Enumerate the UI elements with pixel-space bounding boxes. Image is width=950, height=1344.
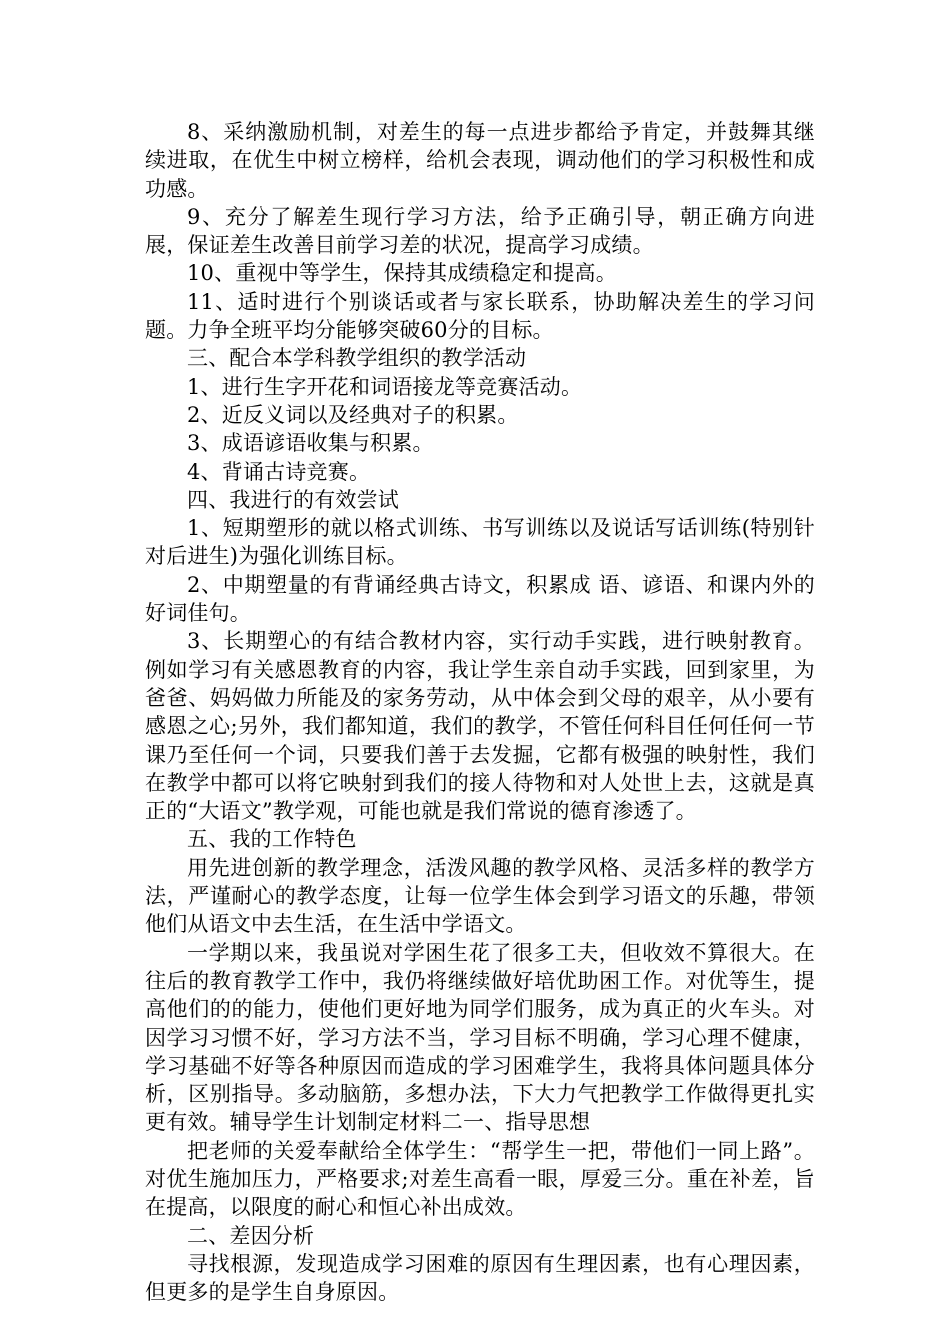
paragraph: 1、短期塑形的就以格式训练、书写训练以及说话写话训练(特别针对后进生)为强化训练目标。: [145, 516, 815, 569]
paragraph: 9、充分了解差生现行学习方法，给予正确引导，朝正确方向进展，保证差生改善目前学习差的状况，提高学习成绩。: [145, 204, 815, 258]
paragraph: 用先进创新的教学理念，活泼风趣的教学风格、灵活多样的教学方法，严谨耐心的教学态度，让每一位学生体会到学习语文的乐趣，带领他们从语文中去生活，在生活中学语文。: [145, 855, 815, 937]
paragraph: 3、长期塑心的有结合教材内容，实行动手实践，进行映射教育。例如学习有关感恩教育的内容，我让学生亲自动手实践，回到家里，为爸爸、妈妈做力所能及的家务劳动，从中体会到父母的艰辛，从小要有感恩之心;另外，我们都知道，我们的教学，不管任何科目任何任何一节课乃至任何一个词，只要我们善于去发掘，它都有极强的映射性，我们在教学中都可以将它映射到我们的接人待物和对人处世上去，这就是真正的“大语文”教学观，可能也就是我们常说的德育渗透了。: [145, 629, 815, 824]
paragraph: 一学期以来，我虽说对学困生花了很多工夫，但收效不算很大。在往后的教育教学工作中，我仍将继续做好培优助困工作。对优等生，提高他们的的能力，使他们更好地为同学们服务，成为真正的火车头。对因学习习惯不好，学习方法不当，学习目标不明确，学习心理不健康，学习基础不好等各种原因而造成的学习困难学生，我将具体问题具体分析，区别指导。多动脑筋，多想办法，下大力气把教学工作做得更扎实更有效。辅导学生计划制定材料二一、指导思想: [145, 940, 815, 1135]
paragraph: 2、中期塑量的有背诵经典古诗文，积累成 语、谚语、和课内外的好词佳句。: [145, 572, 815, 626]
paragraph: 4、背诵古诗竞赛。: [187, 459, 371, 484]
paragraph: 1、进行生字开花和词语接龙等竞赛活动。: [187, 374, 583, 399]
section-heading: 三、配合本学科教学组织的教学活动: [187, 346, 527, 371]
paragraph: 10、重视中等学生，保持其成绩稳定和提高。: [187, 261, 617, 286]
paragraph: 8、采纳激励机制，对差生的每一点进步都给予肯定，并鼓舞其继续进取，在优生中树立榜样，给机会表现，调动他们的学习积极性和成功感。: [145, 120, 815, 201]
section-heading: 二、差因分析: [187, 1223, 315, 1248]
section-heading: 四、我进行的有效尝试: [187, 487, 399, 512]
paragraph: 把老师的关爱奉献给全体学生：“帮学生一把，带他们一同上路”。对优生施加压力，严格要求;对差生高看一眼，厚爱三分。重在补差，旨在提高，以限度的耐心和恒心补出成效。: [145, 1138, 815, 1220]
section-heading: 五、我的工作特色: [187, 827, 357, 852]
document-page: [145, 118, 815, 1306]
paragraph: 3、成语谚语收集与积累。: [187, 431, 434, 456]
paragraph: 11、适时进行个别谈话或者与家长联系，协助解决差生的学习问题。力争全班平均分能够突破60分的目标。: [145, 289, 815, 343]
paragraph: 2、近反义词以及经典对子的积累。: [187, 402, 519, 427]
paragraph: 寻找根源，发现造成学习困难的原因有生理因素，也有心理因素，但更多的是学生自身原因。: [145, 1251, 815, 1305]
